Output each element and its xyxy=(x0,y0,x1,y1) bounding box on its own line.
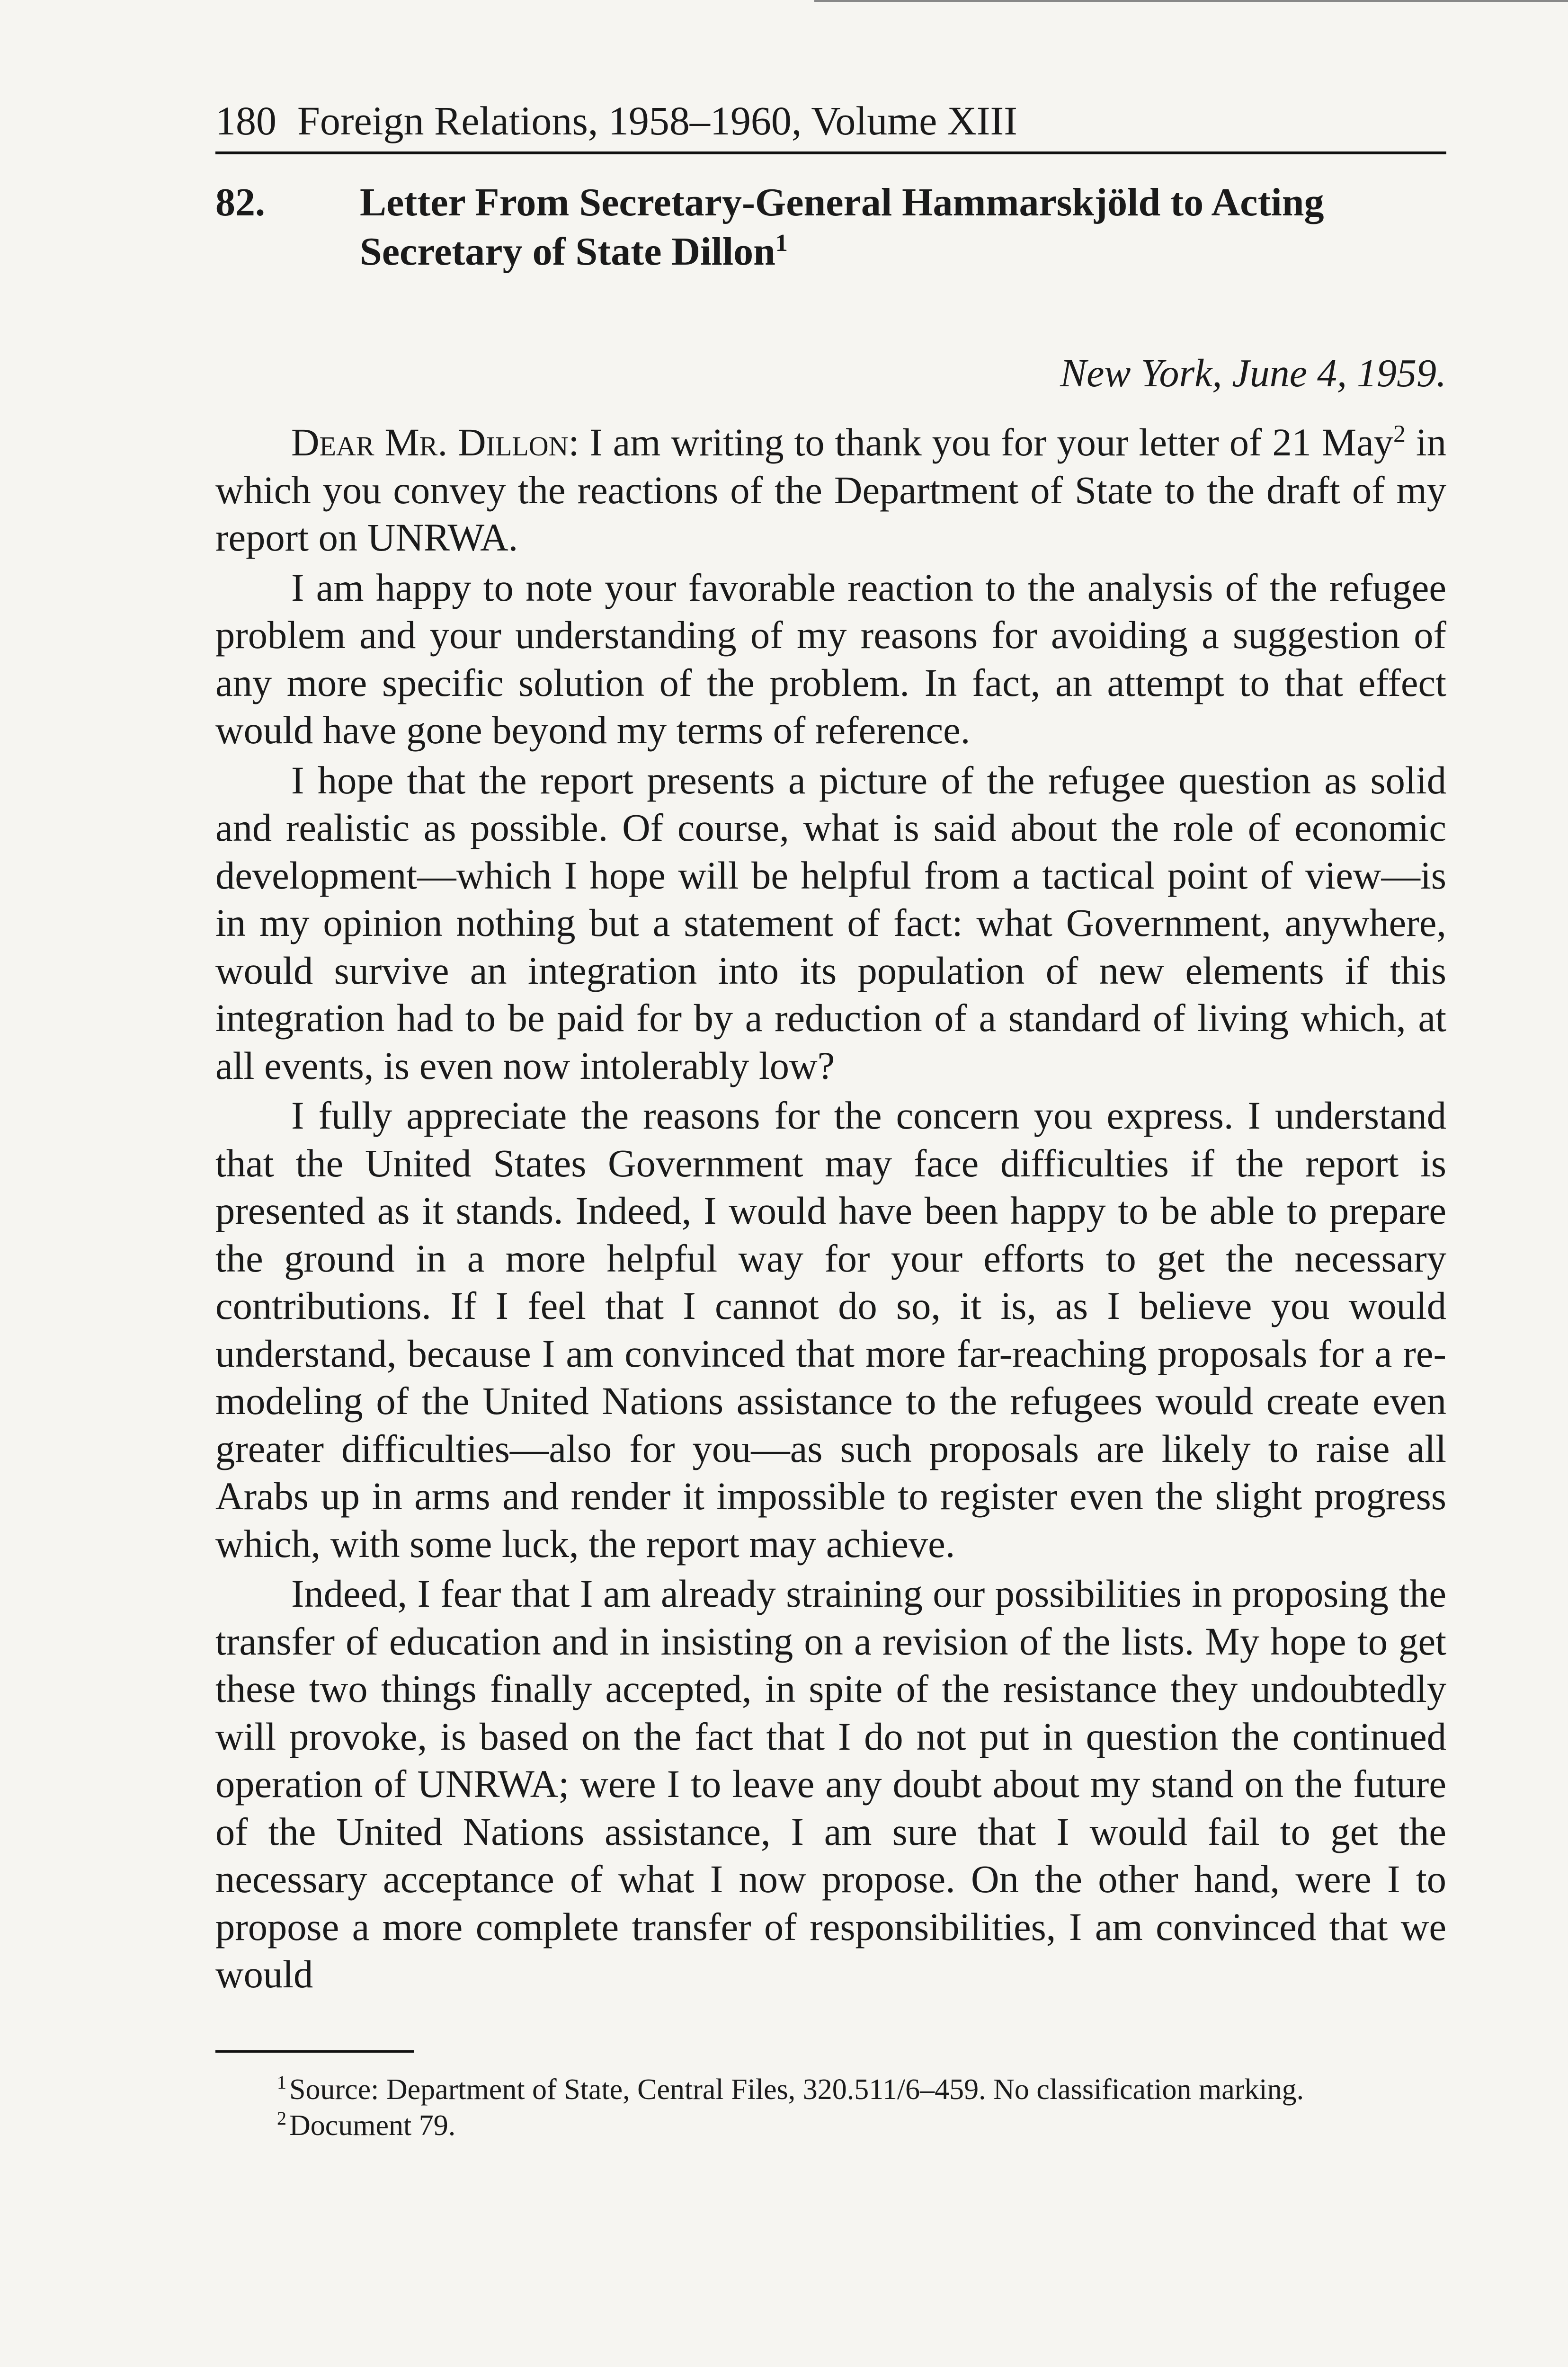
dateline: New York, June 4, 1959. xyxy=(1060,351,1446,395)
paragraph-3: I hope that the report presents a picture of the refugee question as solid and realistic as possible. Of course, what is said about the role of economic development—which I hope will be helpful from a tactical point of view—is in my opinion nothing but a statement of fact: what Government, anywhere, would survive an integration into its population of new elements if this integration had to be paid for by a reduction of a standard of living which, at all events, is even now intolerably low? xyxy=(215,758,1446,1087)
footnote-1-mark: 1 xyxy=(277,2071,286,2093)
paragraph-4: I fully appreciate the reasons for the concern you express. I understand that the United States Government may face difficulties if the report is presented as it stands. Indeed, I would have been happy to be able to prepare the ground in a more helpful way for your efforts to get the necessary contributions. If I feel that I cannot do so, it is, as I believe you would understand, because I am convinced that more far-reaching proposals for a re-modeling of the United Nations assistance to the refugees would create even greater difficulties—also for you—as such proposals are likely to raise all Arabs up in arms and render it impossible to register even the slight progress which, with some luck, the report may achieve. xyxy=(215,1094,1446,1566)
footnote-1-text: Source: Department of State, Central Files, 320.511/6–459. No classification marking. xyxy=(289,2073,1304,2106)
running-head xyxy=(215,95,1446,154)
document-heading xyxy=(215,178,1446,276)
document-title-block xyxy=(360,178,1354,276)
footnote-2-mark: 2 xyxy=(277,2107,286,2129)
paragraph-1-text-cont: in which you convey the reactions of the Department of State to the draft of my report on UNRWA. xyxy=(215,420,1447,559)
page-number: 180 xyxy=(215,98,276,143)
footnotes xyxy=(215,2072,1446,2144)
paragraph-2: I am happy to note your favorable reaction to the analysis of the refugee problem and your understanding of my reasons for avoiding a suggestion of any more specific solution of the problem. In fact, an attempt to that effect would have gone beyond my terms of reference. xyxy=(215,565,1446,752)
footnote-2 xyxy=(215,2108,1446,2144)
letter-body xyxy=(215,418,1446,1998)
paragraph-5: Indeed, I fear that I am already straining our possibilities in proposing the transfer of education and in insisting on a revision of the lists. My hope to get these two things finally accepted, in spite of the resistance they undoubtedly will provoke, is based on the fact that I do not put in question the continued operation of UNRWA; were I to leave any doubt about my stand on the future of the United Nations assistance, I am sure that I would fail to get the necessary acceptance of what I now propose. On the other hand, were I to propose a more complete transfer of responsibilities, I am convinced that we would xyxy=(215,1572,1446,1996)
series-title: Foreign Relations, 1958–1960, Volume XIII xyxy=(297,98,1017,143)
document-number: 82. xyxy=(215,180,265,224)
paragraph-1 xyxy=(215,418,1446,561)
footnote-1 xyxy=(215,2072,1446,2108)
document-title: Letter From Secretary-General Hammarskjöld to Acting Secretary of State Dillon xyxy=(360,180,1324,274)
page xyxy=(215,95,1446,2144)
footnote-ref-2: 2 xyxy=(1393,420,1406,448)
scan-edge-rule xyxy=(814,0,1568,2)
footnote-ref-1: 1 xyxy=(775,230,788,257)
footnote-divider xyxy=(215,2050,414,2053)
salutation: Dear Mr. Dillon: xyxy=(291,420,579,464)
paragraph-1-text: I am writing to thank you for your letter of 21 May xyxy=(589,420,1393,464)
footnote-2-text: Document 79. xyxy=(289,2109,456,2142)
